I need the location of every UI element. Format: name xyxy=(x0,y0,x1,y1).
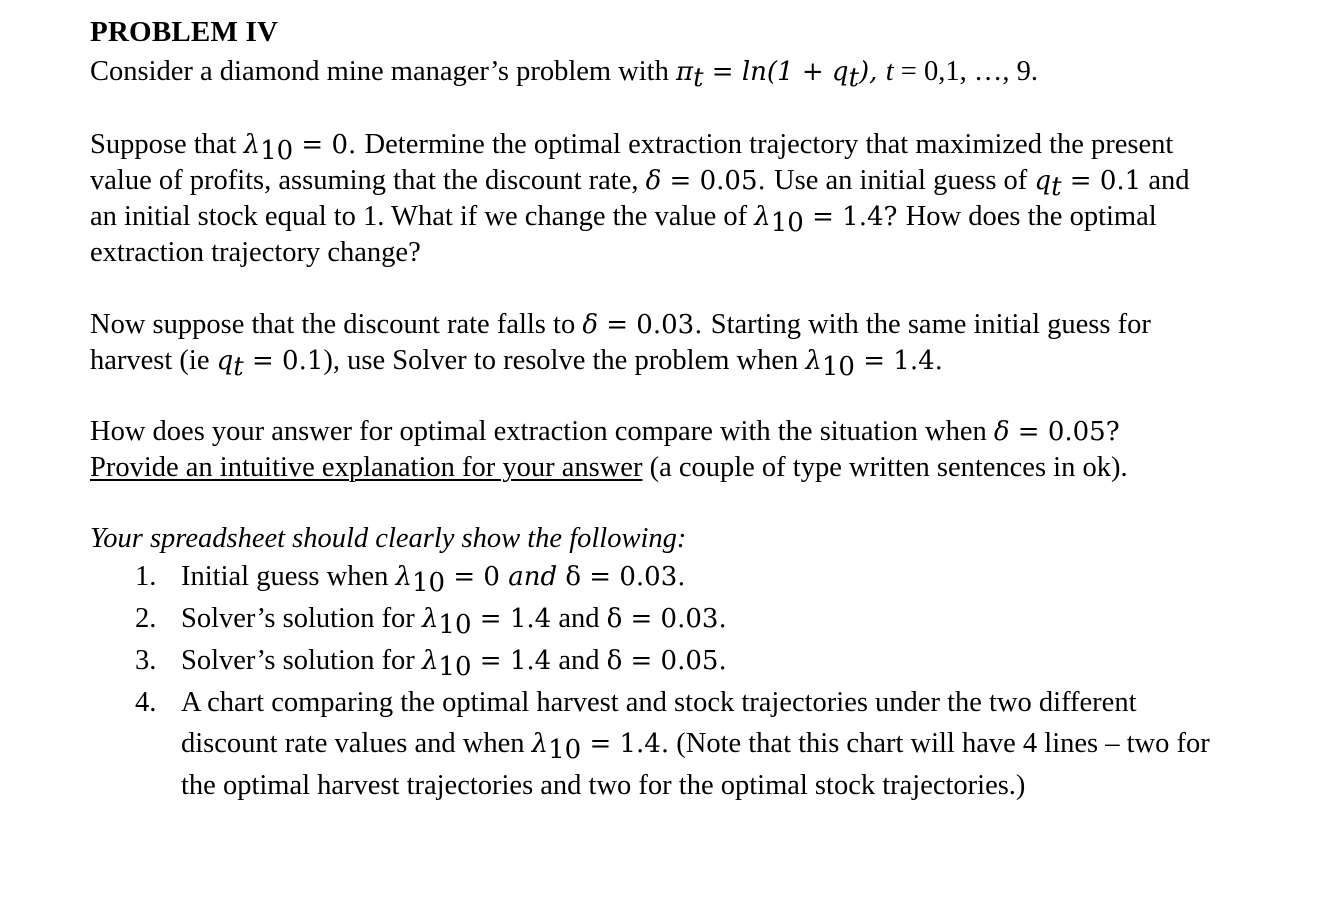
equation: = 1.4 xyxy=(471,604,552,634)
equation: δ = 0.03. xyxy=(557,562,686,592)
equation: = 0.05. xyxy=(661,166,775,196)
equation: = 0.1 xyxy=(243,346,324,376)
paragraph-1 xyxy=(90,127,1190,271)
formula-close: ), xyxy=(859,57,886,87)
underlined-instruction: Provide an intuitive explanation for your answer xyxy=(90,452,643,483)
q-subscript: t xyxy=(1051,172,1062,202)
item-line-2 xyxy=(181,723,1210,765)
problem-title: PROBLEM IV xyxy=(90,16,279,48)
text: ), use Solver to resolve the problem when xyxy=(323,345,806,376)
text: and xyxy=(551,645,607,676)
t-variable: t xyxy=(885,56,894,87)
equation: = 0.1 xyxy=(1061,166,1142,196)
para1-line-4: extraction trajectory change? xyxy=(90,237,421,268)
list-item xyxy=(90,640,1210,682)
text: Solver’s solution for xyxy=(181,645,422,676)
lambda-symbol: λ xyxy=(395,562,412,592)
lambda-subscript: 10 xyxy=(412,568,446,598)
requirements-list xyxy=(90,556,1210,806)
item-number: 3. xyxy=(135,645,157,676)
equation: = 1.4 xyxy=(471,646,552,676)
lambda-symbol: λ xyxy=(805,346,822,376)
lambda-subscript: 10 xyxy=(821,352,855,382)
and-word: and xyxy=(508,562,558,592)
list-item xyxy=(90,682,1210,806)
lambda-subscript: 10 xyxy=(548,735,582,765)
item-line-3: the optimal harvest trajectories and two for the optimal stock trajectories.) xyxy=(181,770,1026,801)
item-number: 1. xyxy=(135,561,157,592)
list-item xyxy=(90,598,1210,640)
text: and xyxy=(1141,165,1190,196)
lambda-subscript: 10 xyxy=(438,610,472,640)
delta-symbol: δ xyxy=(645,166,662,196)
equation: δ = 0.05. xyxy=(606,646,727,676)
q-subscript: t xyxy=(233,352,244,382)
list-item xyxy=(90,556,1210,598)
text: (Note that this chart will have 4 lines – two for xyxy=(669,728,1210,759)
lambda-subscript: 10 xyxy=(438,652,472,682)
equation: = 1.4. xyxy=(854,346,943,376)
text: harvest (ie xyxy=(90,345,217,376)
item-number: 2. xyxy=(135,603,157,634)
lambda-subscript: 10 xyxy=(770,208,804,238)
text: Initial guess when xyxy=(181,561,396,592)
text: Solver’s solution for xyxy=(181,603,422,634)
text: How does the optimal xyxy=(905,201,1157,232)
pi-subscript: t xyxy=(693,63,704,93)
text: an initial stock equal to 1. What if we change the value of xyxy=(90,201,755,232)
delta-symbol: δ xyxy=(993,417,1010,447)
para2-line-2 xyxy=(90,343,1151,382)
q-symbol: q xyxy=(216,346,234,376)
lambda-symbol: λ xyxy=(421,604,439,634)
para3-line-2 xyxy=(90,450,1128,486)
equation: = 0.03. xyxy=(597,310,711,340)
equation: = 0. xyxy=(293,130,365,160)
intro-text: Consider a diamond mine manager’s problem with xyxy=(90,56,676,87)
text: Now suppose that the discount rate falls to xyxy=(90,309,583,340)
item-line-1: A chart comparing the optimal harvest and stock trajectories under the two different xyxy=(181,687,1137,718)
equation: = 0.05? xyxy=(1009,417,1120,447)
intro-line xyxy=(90,54,1038,93)
lambda-subscript: 10 xyxy=(260,136,294,166)
t-range: = 0,1, …, 9. xyxy=(893,56,1038,87)
text: Suppose that xyxy=(90,129,244,160)
text: Determine the optimal extraction trajectory that maximized the present xyxy=(364,129,1174,160)
equation: = 1.4. xyxy=(581,729,670,759)
equation: = 1.4? xyxy=(803,202,906,232)
equation: δ = 0.03. xyxy=(606,604,727,634)
q-symbol: q xyxy=(1034,166,1052,196)
lambda-symbol: λ xyxy=(531,729,549,759)
text: and xyxy=(551,603,607,634)
para1-line-1 xyxy=(90,127,1190,166)
para2-line-1 xyxy=(90,307,1151,343)
text: value of profits, assuming that the discount rate, xyxy=(90,165,646,196)
paragraph-3 xyxy=(90,414,1128,486)
q-subscript: t xyxy=(848,63,860,93)
lambda-symbol: λ xyxy=(421,646,439,676)
paragraph-2 xyxy=(90,307,1151,382)
text: Use an initial guess of xyxy=(774,165,1035,196)
profit-formula: = ln(1 + q xyxy=(703,57,849,87)
lambda-symbol: λ xyxy=(754,202,771,232)
para3-line-1 xyxy=(90,414,1128,450)
equation: = 0 xyxy=(445,562,509,592)
text: discount rate values and when xyxy=(181,728,532,759)
para1-line-3 xyxy=(90,199,1190,238)
lambda-symbol: λ xyxy=(243,130,261,160)
item-number: 4. xyxy=(135,687,157,718)
delta-symbol: δ xyxy=(582,310,598,340)
text: How does your answer for optimal extraction compare with the situation when xyxy=(90,416,994,447)
text: (a couple of type written sentences in ok). xyxy=(642,452,1128,483)
spreadsheet-heading: Your spreadsheet should clearly show the following: xyxy=(90,523,687,554)
para1-line-2 xyxy=(90,163,1190,202)
text: Starting with the same initial guess for xyxy=(710,309,1151,340)
pi-symbol: π xyxy=(675,57,694,87)
